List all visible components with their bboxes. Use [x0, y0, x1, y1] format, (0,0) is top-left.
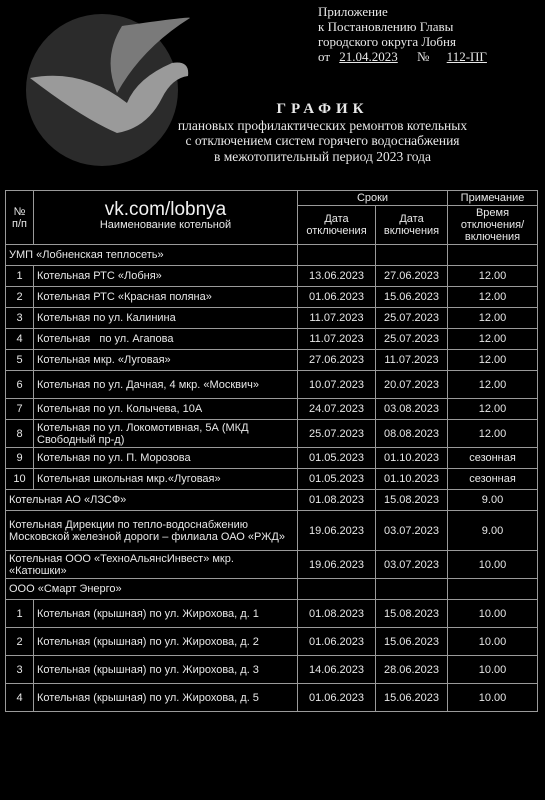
- header-no: № п/п: [6, 191, 34, 245]
- row-off-date: 01.08.2023: [298, 600, 376, 628]
- table-row: [6, 656, 538, 684]
- table-row: [6, 308, 538, 329]
- row-on-date: 01.10.2023: [376, 448, 448, 469]
- document-title: [100, 102, 545, 164]
- row-name: Котельная по ул. Локомотивная, 5А (МКД Свободный пр-д): [34, 420, 298, 448]
- schedule-table: [5, 190, 538, 712]
- empty-cell: [298, 579, 376, 600]
- table-row: [6, 266, 538, 287]
- row-on-date: 15.08.2023: [376, 600, 448, 628]
- row-off-date: 19.06.2023: [298, 551, 376, 579]
- table-row: [6, 511, 538, 551]
- row-no: 2: [6, 287, 34, 308]
- row-no: 5: [6, 350, 34, 371]
- row-off-date: 01.06.2023: [298, 287, 376, 308]
- row-off-date: 14.06.2023: [298, 656, 376, 684]
- header-off-date: Дата отключения: [298, 206, 376, 245]
- row-no: 1: [6, 266, 34, 287]
- appendix-line: Приложение: [318, 4, 388, 19]
- row-on-date: 08.08.2023: [376, 420, 448, 448]
- row-no: 2: [6, 628, 34, 656]
- row-no: 10: [6, 469, 34, 490]
- row-note: сезонная: [448, 469, 538, 490]
- row-on-date: 03.07.2023: [376, 551, 448, 579]
- row-name: Котельная школьная мкр.«Луговая»: [34, 469, 298, 490]
- row-on-date: 25.07.2023: [376, 329, 448, 350]
- row-no: 6: [6, 371, 34, 399]
- row-note: 10.00: [448, 551, 538, 579]
- row-name: Котельная РТС «Красная поляна»: [34, 287, 298, 308]
- row-no: 9: [6, 448, 34, 469]
- empty-cell: [448, 245, 538, 266]
- header-name: Наименование котельной: [99, 219, 232, 231]
- table-row: [6, 551, 538, 579]
- group-title: ООО «Смарт Энерго»: [6, 579, 298, 600]
- table-row: [6, 469, 538, 490]
- title-line: в межотопительный период 2023 года: [213, 148, 432, 164]
- appendix-line: городского округа Лобня: [318, 34, 456, 49]
- row-note: 12.00: [448, 329, 538, 350]
- row-off-date: 01.06.2023: [298, 628, 376, 656]
- row-name: Котельная (крышная) по ул. Жирохова, д. 3: [34, 656, 298, 684]
- row-on-date: 25.07.2023: [376, 308, 448, 329]
- row-no: 8: [6, 420, 34, 448]
- row-on-date: 28.06.2023: [376, 656, 448, 684]
- row-note: 12.00: [448, 399, 538, 420]
- row-on-date: 01.10.2023: [376, 469, 448, 490]
- row-off-date: 11.07.2023: [298, 329, 376, 350]
- row-note: 10.00: [448, 600, 538, 628]
- row-off-date: 19.06.2023: [298, 511, 376, 551]
- appendix-block: [318, 4, 540, 64]
- title-line: плановых профилактических ремонтов котельных: [177, 117, 468, 133]
- appendix-line: к Постановлению Главы: [318, 19, 454, 34]
- row-no: 4: [6, 329, 34, 350]
- row-no: 7: [6, 399, 34, 420]
- row-name: Котельная АО «ЛЗСФ»: [6, 490, 298, 511]
- table-row: [6, 350, 538, 371]
- table-row: [6, 600, 538, 628]
- row-note: 12.00: [448, 371, 538, 399]
- row-off-date: 11.07.2023: [298, 308, 376, 329]
- row-on-date: 11.07.2023: [376, 350, 448, 371]
- header-name-cell: [34, 191, 298, 245]
- row-no: 4: [6, 684, 34, 712]
- row-note: сезонная: [448, 448, 538, 469]
- table-row: [6, 628, 538, 656]
- header-terms: Сроки: [298, 191, 448, 206]
- header-on-date: Дата включения: [376, 206, 448, 245]
- table-row: [6, 684, 538, 712]
- row-name: Котельная РТС «Лобня»: [34, 266, 298, 287]
- empty-cell: [376, 245, 448, 266]
- row-note: 9.00: [448, 490, 538, 511]
- empty-cell: [376, 579, 448, 600]
- table-row: [6, 490, 538, 511]
- row-on-date: 03.08.2023: [376, 399, 448, 420]
- empty-cell: [298, 245, 376, 266]
- table-row: [6, 371, 538, 399]
- row-name: Котельная (крышная) по ул. Жирохова, д. 1: [34, 600, 298, 628]
- row-name: Котельная по ул. Калинина: [34, 308, 298, 329]
- title-line: с отключением систем горячего водоснабжения: [185, 133, 460, 148]
- table-row: [6, 287, 538, 308]
- row-off-date: 01.05.2023: [298, 448, 376, 469]
- row-name: Котельная по ул. Агапова: [34, 329, 298, 350]
- row-note: 12.00: [448, 308, 538, 329]
- row-off-date: 24.07.2023: [298, 399, 376, 420]
- row-name: Котельная по ул. Дачная, 4 мкр. «Москвич»: [34, 371, 298, 399]
- table-row: [6, 420, 538, 448]
- row-on-date: 20.07.2023: [376, 371, 448, 399]
- row-name: Котельная по ул. Колычева, 10А: [34, 399, 298, 420]
- row-no: 1: [6, 600, 34, 628]
- appendix-date-line: [318, 49, 540, 64]
- row-off-date: 13.06.2023: [298, 266, 376, 287]
- table-row: [6, 329, 538, 350]
- row-on-date: 03.07.2023: [376, 511, 448, 551]
- row-name: Котельная по ул. П. Морозова: [34, 448, 298, 469]
- row-note: 10.00: [448, 656, 538, 684]
- row-off-date: 01.06.2023: [298, 684, 376, 712]
- row-off-date: 01.08.2023: [298, 490, 376, 511]
- group-title: УМП «Лобненская теплосеть»: [6, 245, 298, 266]
- title-heading: ГРАФИК: [276, 101, 369, 117]
- row-no: 3: [6, 656, 34, 684]
- row-name: Котельная Дирекции по тепло-водоснабжению Московской железной дороги – филиала ОАО «РЖД»: [6, 511, 298, 551]
- empty-cell: [448, 579, 538, 600]
- header-note: Примечание: [448, 191, 538, 206]
- row-note: 10.00: [448, 684, 538, 712]
- row-on-date: 15.08.2023: [376, 490, 448, 511]
- row-off-date: 25.07.2023: [298, 420, 376, 448]
- row-on-date: 15.06.2023: [376, 628, 448, 656]
- table-row: [6, 399, 538, 420]
- row-off-date: 01.05.2023: [298, 469, 376, 490]
- row-name: Котельная мкр. «Луговая»: [34, 350, 298, 371]
- from-label: от: [318, 49, 331, 64]
- row-note: 12.00: [448, 350, 538, 371]
- row-note: 12.00: [448, 266, 538, 287]
- row-on-date: 27.06.2023: [376, 266, 448, 287]
- watermark-text: vk.com/lobnya: [104, 199, 227, 220]
- table-row: [6, 448, 538, 469]
- row-name: Котельная (крышная) по ул. Жирохова, д. 5: [34, 684, 298, 712]
- header-note-sub: Время отключения/ включения: [448, 206, 538, 245]
- row-name: Котельная (крышная) по ул. Жирохова, д. 2: [34, 628, 298, 656]
- row-on-date: 15.06.2023: [376, 287, 448, 308]
- row-off-date: 27.06.2023: [298, 350, 376, 371]
- row-no: 3: [6, 308, 34, 329]
- row-note: 9.00: [448, 511, 538, 551]
- row-name: Котельная ООО «ТехноАльянсИнвест» мкр. «Катюшки»: [6, 551, 298, 579]
- number-label: №: [417, 49, 430, 64]
- resolution-number: 112-ПГ: [446, 49, 487, 64]
- resolution-date: 21.04.2023: [339, 49, 398, 64]
- row-on-date: 15.06.2023: [376, 684, 448, 712]
- row-note: 12.00: [448, 287, 538, 308]
- row-note: 12.00: [448, 420, 538, 448]
- row-note: 10.00: [448, 628, 538, 656]
- row-off-date: 10.07.2023: [298, 371, 376, 399]
